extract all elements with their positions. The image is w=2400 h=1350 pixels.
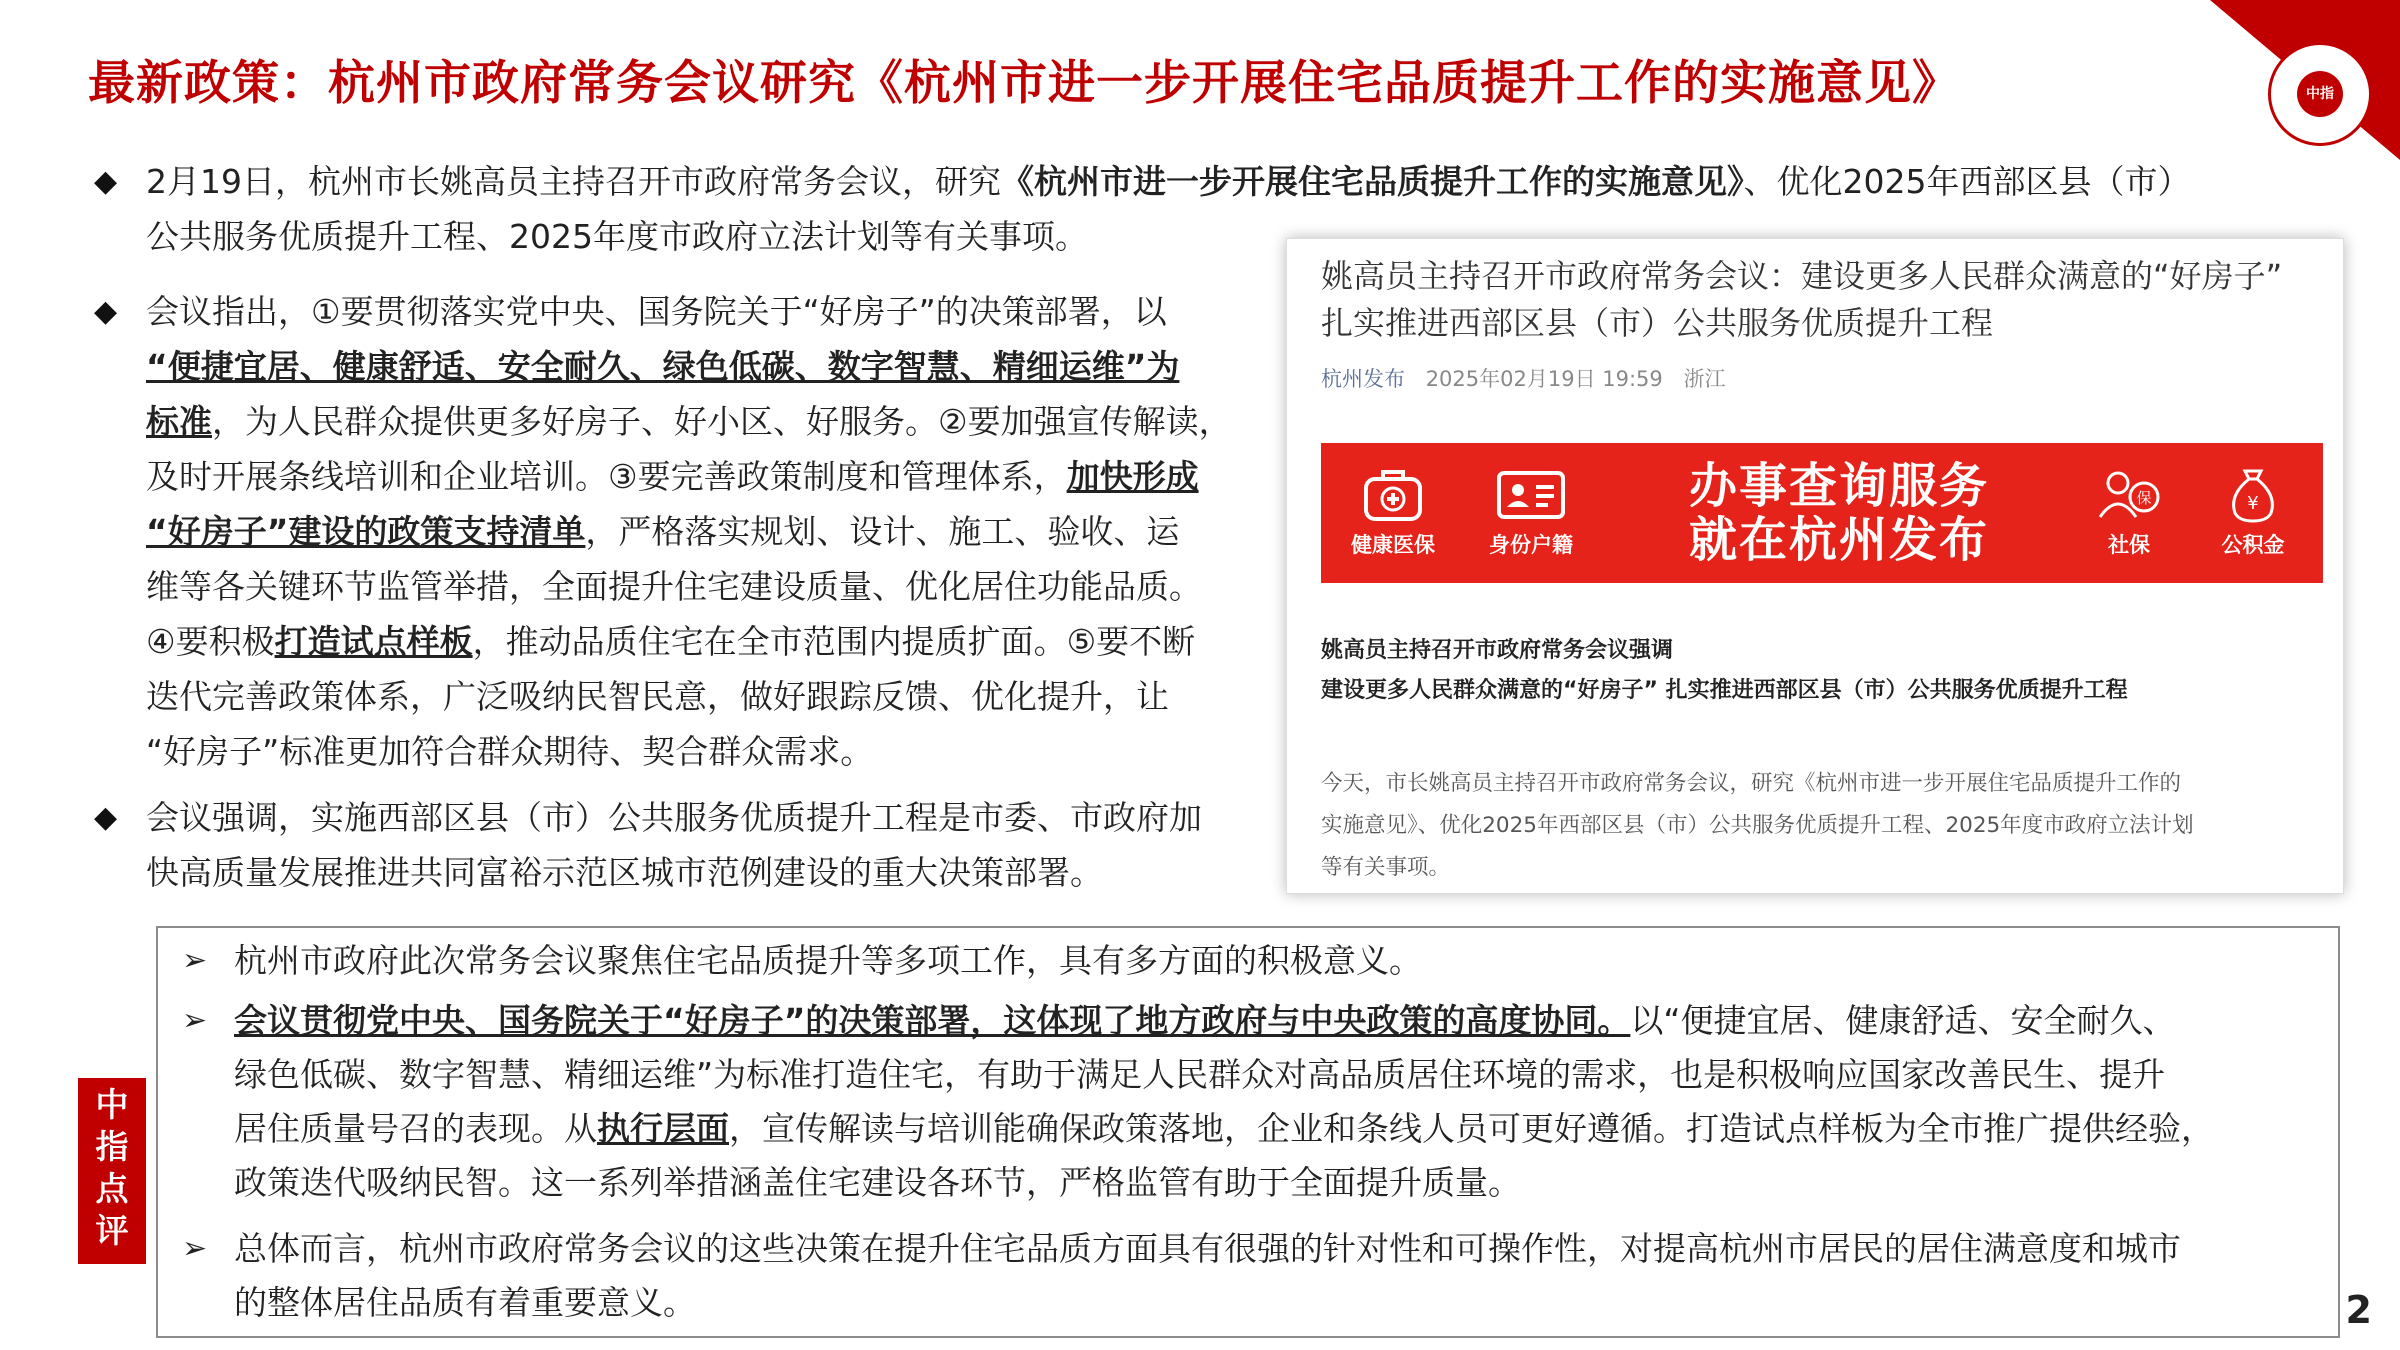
article-subheading: 姚高员主持召开市政府常务会议强调 建设更多人民群众满意的“好房子” 扎实推进西部区县（市）公共服务优质提升工程 [1321, 638, 2128, 703]
commentary-item: ➢ 杭州市政府此次常务会议聚焦住宅品质提升等多项工作，具有多方面的积极意义。 [234, 934, 2324, 988]
commentary-tag-text: 中指点评 [95, 1085, 129, 1250]
article-date: 2025年02月19日 19:59 [1425, 367, 1663, 391]
diamond-bullet-icon: ◆ [94, 294, 118, 329]
banner-slogan: 办事查询服务 就在杭州发布 [1688, 458, 1989, 568]
article-meta [1321, 363, 1739, 393]
svg-text:保: 保 [2136, 489, 2152, 507]
service-banner[interactable] [1321, 443, 2323, 583]
id-card-icon: 身份户籍 [1481, 465, 1581, 559]
article-source[interactable]: 杭州发布 [1321, 367, 1405, 391]
bullet-meeting-summary: ◆ 2月19日，杭州市长姚高员主持召开市政府常务会议，研究《杭州市进一步开展住宅品质提升工作的实施意见》、优化2025年西部区县（市） 公共服务优质提升工程、2025年度市政府立法计划等有关事项。 [146, 154, 2346, 264]
academy-logo [2210, 0, 2400, 160]
diamond-bullet-icon: ◆ [94, 164, 118, 199]
bullet-meeting-points: ◆ 会议指出，①要贯彻落实党中央、国务院关于“好房子”的决策部署，以 “便捷宜居、健康舒适、安全耐久、绿色低碳、数字智慧、精细运维”为 标准，为人民群众提供更多好房子、好小区、好服务。②要加强宣传解读， 及时开展条线培训和企业培训。③要完善政策制度和管理体系，加快形成 “好房子”建设的政策支持清单，严格落实规划、设计、施工、验收、运 维等各关键环节监管举措，全面提升住宅建设质量、优化居住功能品质。 ④要积极打造试点样板，推动品质住宅在全市范围内提质扩面。⑤要不断 迭代完善政策体系，广泛吸纳民智民意，做好跟踪反馈、优化提升，让 “好房子”标准更加符合群众期待、契合群众需求。 [146, 284, 1286, 779]
svg-text:¥: ¥ [2247, 493, 2259, 514]
commentary-box [156, 926, 2340, 1338]
page-number: 2 [2345, 1288, 2372, 1332]
money-bag-icon: ¥ 公积金 [2203, 465, 2303, 559]
diamond-bullet-icon: ◆ [94, 800, 118, 835]
article-title: 姚高员主持召开市政府常务会议：建设更多人民群众满意的“好房子” 扎实推进西部区县（市）公共服务优质提升工程 [1321, 257, 2283, 342]
arrow-bullet-icon: ➢ [182, 1231, 208, 1266]
page-title: 最新政策：杭州市政府常务会议研究《杭州市进一步开展住宅品质提升工作的实施意见》 [88, 56, 1960, 111]
article-body: 今天，市长姚高员主持召开市政府常务会议，研究《杭州市进一步开展住宅品质提升工作的 实施意见》、优化2025年西部区县（市）公共服务优质提升工程、2025年度市政府立法计划 等有关事项。 [1321, 771, 2194, 880]
article-location: 浙江 [1683, 367, 1726, 391]
arrow-bullet-icon: ➢ [182, 943, 208, 978]
commentary-tag [78, 1078, 146, 1264]
bullet-meeting-emphasis: ◆ 会议强调，实施西部区县（市）公共服务优质提升工程是市委、市政府加 快高质量发展推进共同富裕示范区城市范例建设的重大决策部署。 [146, 790, 1286, 900]
seal-icon: 中指 [2268, 42, 2372, 146]
news-article-card [1286, 238, 2344, 894]
medical-kit-icon: 健康医保 [1343, 465, 1443, 559]
social-security-icon: 保 社保 [2079, 465, 2179, 559]
commentary-item: ➢ 会议贯彻党中央、国务院关于“好房子”的决策部署，这体现了地方政府与中央政策的高度协同。以“便捷宜居、健康舒适、安全耐久、 绿色低碳、数字智慧、精细运维”为标准打造住宅，有助于满足人民群众对高品质居住环境的需求，也是积极响应国家改善民生、提升 居住质量号召的表现。从执行层面，宣传解读与培训能确保政策落地，企业和条线人员可更好遵循。打造试点样板为全市推广提供经验， 政策迭代吸纳民智。这一系列举措涵盖住宅建设各环节，严格监管有助于全面提升质量。 [234, 994, 2324, 1210]
commentary-item: ➢ 总体而言，杭州市政府常务会议的这些决策在提升住宅品质方面具有很强的针对性和可操作性，对提高杭州市居民的居住满意度和城市 的整体居住品质有着重要意义。 [234, 1222, 2324, 1330]
arrow-bullet-icon: ➢ [182, 1003, 208, 1038]
